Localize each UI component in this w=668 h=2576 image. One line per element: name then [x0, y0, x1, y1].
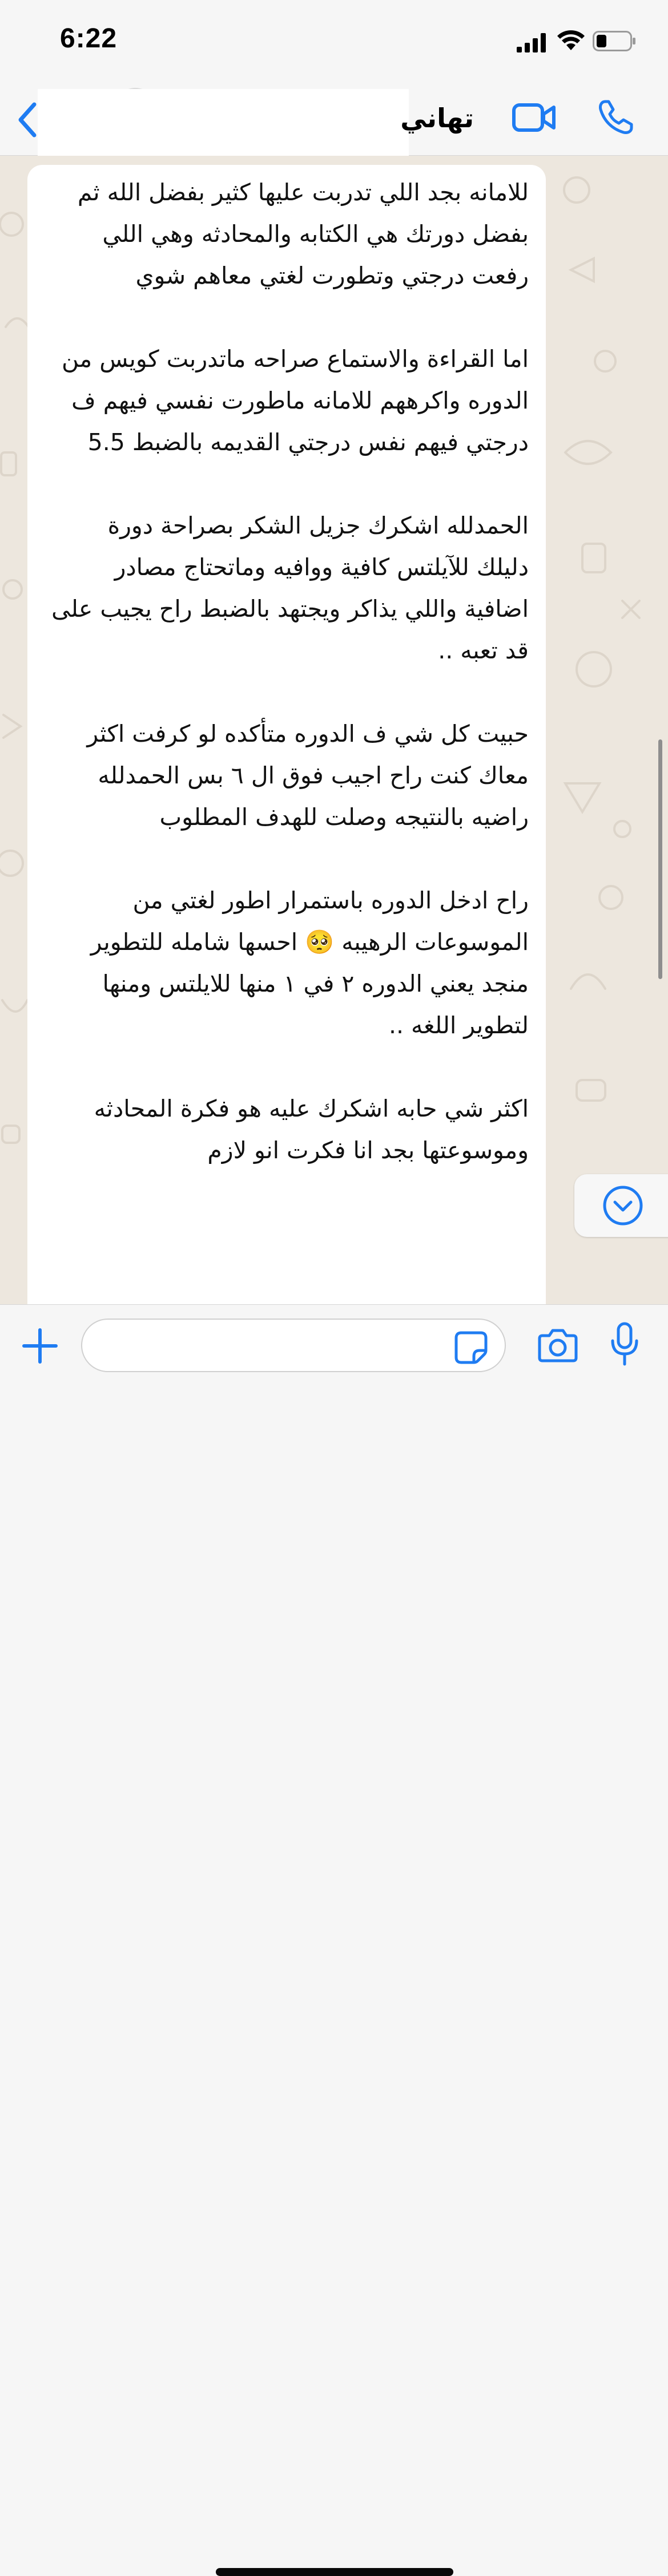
message-text: [50, 172, 529, 1213]
plus-icon[interactable]: [22, 1328, 58, 1364]
message-paragraph: للامانه بجد اللي تدربت عليها كثير بفضل الله ثم بفضل دورتك هي الكتابه والمحادثه وهي اللي رفعت درجتي وتطورت لغتي معاهم شوي: [77, 179, 529, 289]
message-paragraph: الحمدلله اشكرك جزيل الشكر بصراحة دورة دليلك للآيلتس كافية ووافيه وماتحتاج مصادر اضافية واللي يذاكر ويجتهد بالضبط راح يجيب على قد تعبه ..: [51, 512, 529, 664]
message-paragraph: اكثر شي حابه اشكرك عليه هو فكرة المحادثه وموسوعتها بجد انا فكرت انو لازم: [94, 1095, 529, 1164]
message-bubble[interactable]: [27, 165, 546, 1304]
scroll-to-bottom-button[interactable]: [574, 1174, 668, 1237]
contact-name[interactable]: تهاني: [400, 103, 474, 134]
message-paragraph: راح ادخل الدوره باستمرار اطور لغتي من الموسوعات الرهيبه 🥺 احسها شامله للتطوير منجد يعني الدوره ٢ في ١ منها للايلتس ومنها لتطوير اللغه ..: [90, 887, 529, 1039]
camera-icon[interactable]: [538, 1328, 578, 1363]
chevron-down-circle-icon: [602, 1184, 644, 1227]
phone-call-icon[interactable]: [597, 98, 635, 136]
microphone-icon[interactable]: [610, 1322, 639, 1366]
chat-area[interactable]: [0, 156, 668, 1304]
status-bar: [0, 0, 668, 86]
chevron-left-icon: [17, 102, 38, 138]
scrollbar[interactable]: [658, 739, 662, 979]
cellular-signal-icon: [517, 33, 548, 52]
wifi-icon: [557, 30, 585, 51]
chat-header: [0, 86, 668, 156]
video-call-icon[interactable]: [512, 100, 557, 135]
home-indicator[interactable]: [216, 2568, 453, 2576]
message-input[interactable]: [81, 1319, 506, 1372]
message-paragraph: اما القراءة والاستماع صراحه ماتدربت كويس من الدوره واكرههم للامانه ماطورت نفسي فيهم ف درجتي فيهم نفس درجتي القديمه بالضبط 5.5: [62, 345, 529, 456]
battery-icon: [593, 31, 636, 51]
redacted-area: [38, 89, 409, 161]
sticker-icon[interactable]: [454, 1331, 488, 1364]
status-time: 6:22: [60, 23, 118, 54]
message-paragraph: حبيت كل شي ف الدوره متأكده لو كرفت اكثر معاك كنت راح اجيب فوق ال ٦ بس الحمدلله راضيه بالنتيجه وصلت للهدف المطلوب: [87, 720, 529, 831]
message-input-bar: [0, 1304, 668, 1445]
